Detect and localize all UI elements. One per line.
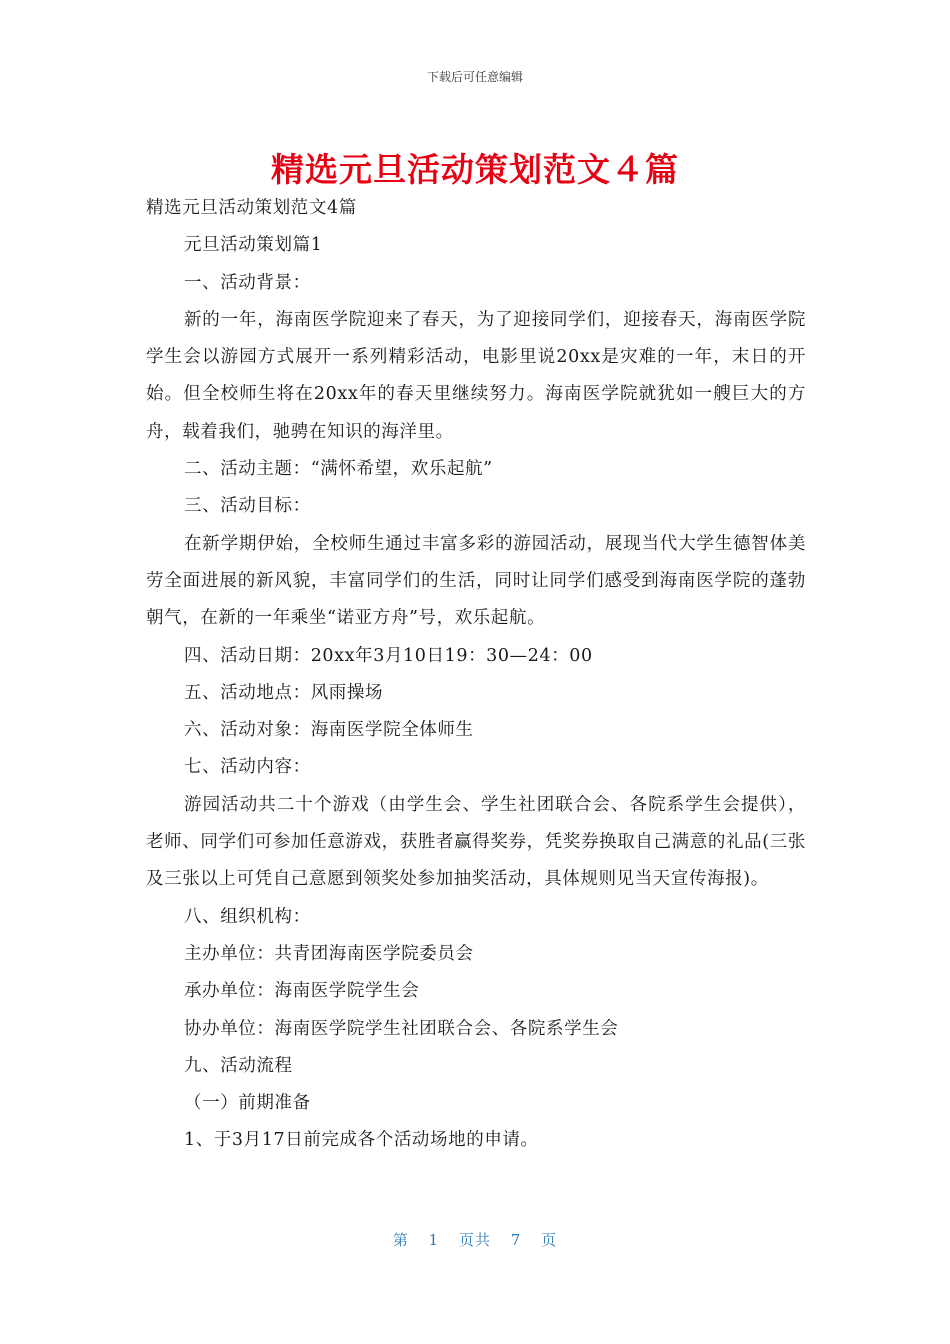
document-body <box>146 190 806 1160</box>
footer-page-total: 7 <box>510 1231 522 1249</box>
paragraph: 四、活动日期：20xx年3月10日19：30—24：00 <box>184 645 593 666</box>
paragraph: 在新学期伊始，全校师生通过丰富多彩的游园活动，展现当代大学生德智体美劳全面进展的新风貌，丰富同学们的生活，同时让同学们感受到海南医学院的蓬勃朝气，在新的一年乘坐“诺亚方舟”号，欢乐起航。 <box>146 533 806 629</box>
paragraph: （一）前期准备 <box>184 1093 311 1114</box>
paragraph: 精选元旦活动策划范文4篇 <box>146 198 357 218</box>
footer-label-page: 第 <box>392 1231 409 1249</box>
paragraph: 六、活动对象：海南医学院全体师生 <box>184 720 474 741</box>
paragraph: 1、于3月17日前完成各个活动场地的申请。 <box>184 1130 539 1151</box>
header-note: 下载后可任意编辑 <box>426 70 523 84</box>
paragraph: 九、活动流程 <box>184 1055 293 1076</box>
paragraph: 七、活动内容： <box>184 757 311 778</box>
footer-page-current: 1 <box>428 1231 440 1249</box>
footer-label-end: 页 <box>541 1231 558 1249</box>
page-footer <box>0 1229 950 1250</box>
footer-label-of: 页共 <box>458 1231 491 1249</box>
paragraph: 游园活动共二十个游戏（由学生会、学生社团联合会、各院系学生会提供），老师、同学们可参加任意游戏，获胜者赢得奖券，凭奖券换取自己满意的礼品(三张及三张以上可凭自己意愿到领奖处参加抽奖活动，具体规则见当天宣传海报)。 <box>146 794 806 890</box>
paragraph: 承办单位：海南医学院学生会 <box>184 981 420 1002</box>
paragraph: 协办单位：海南医学院学生社团联合会、各院系学生会 <box>184 1018 619 1039</box>
paragraph: 八、组织机构： <box>184 906 311 927</box>
paragraph: 主办单位：共青团海南医学院委员会 <box>184 943 474 964</box>
paragraph: 二、活动主题：“满怀希望，欢乐起航” <box>184 459 493 480</box>
paragraph: 五、活动地点：风雨操场 <box>184 682 384 703</box>
paragraph: 三、活动目标： <box>184 496 311 517</box>
paragraph: 新的一年，海南医学院迎来了春天，为了迎接同学们，迎接春天，海南医学院学生会以游园方式展开一系列精彩活动，电影里说20xx是灾难的一年，末日的开始。但全校师生将在20xx年的春天里继续努力。海南医学院就犹如一艘巨大的方舟，载着我们，驰骋在知识的海洋里。 <box>146 309 806 442</box>
paragraph: 一、活动背景： <box>184 272 311 293</box>
paragraph: 元旦活动策划篇1 <box>184 235 323 256</box>
document-title: 精选元旦活动策划范文４篇 <box>271 150 679 189</box>
